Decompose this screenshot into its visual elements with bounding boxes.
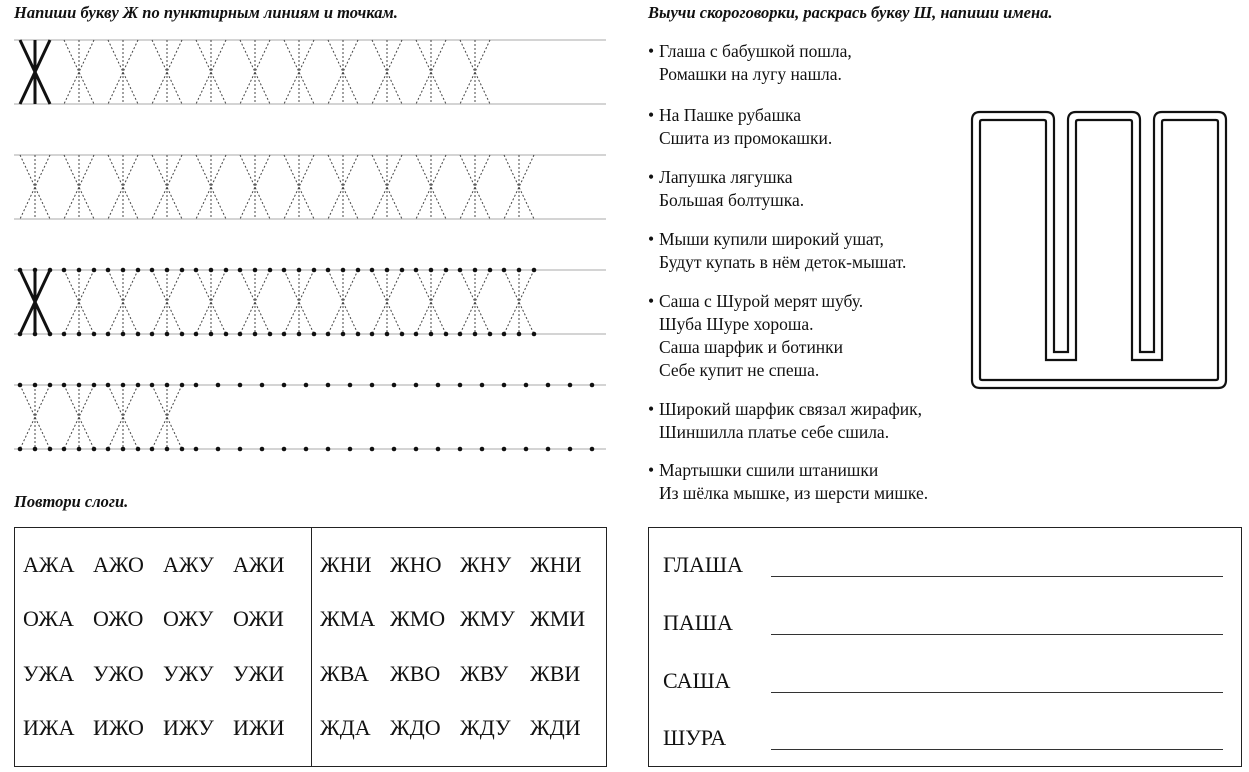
trace-dot	[150, 332, 155, 337]
trace-dot	[62, 383, 67, 388]
trace-dot	[444, 268, 449, 273]
trace-dot	[92, 332, 97, 337]
trace-dot	[62, 447, 67, 452]
syllable: АЖУ	[163, 552, 214, 577]
trace-dot	[488, 268, 493, 273]
trace-dot	[326, 383, 331, 388]
letter-zh-trace	[460, 155, 490, 219]
name-writing-line[interactable]	[771, 634, 1223, 635]
trace-dot	[77, 332, 82, 337]
trace-dot	[253, 268, 258, 273]
tongue-twister	[648, 290, 978, 382]
trace-dot	[356, 268, 361, 273]
trace-dot	[326, 447, 331, 452]
trace-dot	[136, 332, 141, 337]
names-box	[648, 527, 1242, 767]
trace-dot	[136, 383, 141, 388]
trace-dot	[517, 332, 522, 337]
syllable: ЖМУ	[460, 606, 515, 631]
trace-dot	[92, 383, 97, 388]
trace-dot	[370, 447, 375, 452]
syllable: ЖНИ	[320, 552, 372, 577]
trace-dot	[348, 447, 353, 452]
tongue-twister	[648, 398, 978, 444]
trace-dot	[488, 332, 493, 337]
tongue-twister	[648, 40, 978, 86]
trace-dot	[370, 383, 375, 388]
trace-dot	[480, 447, 485, 452]
tongue-twister	[648, 459, 978, 505]
trace-dot	[502, 332, 507, 337]
letter-zh-trace	[64, 40, 94, 104]
trace-dot	[392, 447, 397, 452]
syllable: УЖО	[93, 661, 144, 686]
letter-zh-trace	[20, 155, 50, 219]
syllable: ЖМИ	[530, 606, 586, 631]
trace-dot	[216, 447, 221, 452]
syllable: АЖО	[93, 552, 144, 577]
trace-dot	[165, 447, 170, 452]
trace-dot	[590, 383, 595, 388]
trace-dot	[180, 268, 185, 273]
trace-dot	[568, 447, 573, 452]
trace-dot	[260, 383, 265, 388]
trace-dot	[414, 268, 419, 273]
syllable: ОЖО	[93, 606, 144, 631]
letter-zh-trace	[108, 40, 138, 104]
letter-sh-outer-outline	[972, 112, 1226, 388]
trace-dot	[253, 332, 258, 337]
trace-dot	[400, 332, 405, 337]
trace-dot	[77, 383, 82, 388]
trace-dot	[194, 447, 199, 452]
trace-dot	[180, 383, 185, 388]
trace-dot	[150, 447, 155, 452]
trace-dot	[260, 447, 265, 452]
trace-dot	[48, 447, 53, 452]
trace-dot	[517, 268, 522, 273]
trace-dot	[77, 268, 82, 273]
letter-zh-trace	[284, 155, 314, 219]
trace-dot	[312, 332, 317, 337]
trace-dot	[150, 268, 155, 273]
syllable: УЖУ	[163, 661, 214, 686]
letter-zh-trace	[152, 155, 182, 219]
letter-sh-outline	[970, 110, 1230, 392]
tongue-twister-line: • Мыши купили широкий ушат,	[648, 229, 884, 249]
trace-dot	[121, 447, 126, 452]
syllable: ИЖО	[93, 715, 144, 740]
bullet-icon: •	[648, 291, 655, 311]
tongue-twister-line: • На Пашке рубашка	[648, 105, 802, 125]
letter-zh-trace	[328, 155, 358, 219]
tongue-twisters-heading: Выучи скороговорки, раскрась букву Ш, напиши имена.	[648, 3, 1053, 22]
letter-zh-trace	[196, 155, 226, 219]
letter-zh-trace	[370, 268, 405, 337]
syllable: УЖА	[23, 661, 75, 686]
syllables-divider	[311, 528, 312, 766]
bullet-icon: •	[648, 105, 655, 125]
syllable: ЖВИ	[530, 661, 581, 686]
trace-dot	[268, 332, 273, 337]
letter-zh-trace	[240, 155, 270, 219]
letter-zh-trace	[18, 383, 53, 452]
trace-dot	[532, 332, 537, 337]
syllable: ЖВУ	[460, 661, 509, 686]
trace-dot	[392, 383, 397, 388]
trace-dot	[282, 383, 287, 388]
trace-dot	[92, 268, 97, 273]
syllable: УЖИ	[233, 661, 285, 686]
trace-dot	[370, 268, 375, 273]
trace-dot	[282, 332, 287, 337]
tongue-twister-line: Шуба Шуре хороша.	[659, 314, 814, 334]
bullet-icon: •	[648, 229, 655, 249]
name-label: ПАША	[663, 610, 733, 635]
tongue-twister-line: Себе купит не спеша.	[659, 360, 820, 380]
syllable: ЖМО	[390, 606, 446, 631]
tongue-twister-line: Шиншилла платье себе сшила.	[659, 422, 890, 442]
letter-zh-trace	[502, 268, 537, 337]
letter-zh-trace	[64, 155, 94, 219]
name-writing-line[interactable]	[771, 576, 1223, 577]
trace-dot	[414, 383, 419, 388]
letter-practice-area	[0, 0, 620, 470]
trace-dot	[590, 447, 595, 452]
syllable: ЖНО	[390, 552, 442, 577]
trace-dot	[356, 332, 361, 337]
syllable: ЖМА	[320, 606, 376, 631]
trace-dot	[568, 383, 573, 388]
trace-dot	[106, 268, 111, 273]
trace-dot	[370, 332, 375, 337]
trace-dot	[121, 332, 126, 337]
syllable: ЖДО	[390, 715, 441, 740]
syllable: АЖА	[23, 552, 75, 577]
trace-dot	[458, 268, 463, 273]
tongue-twister-line: Большая болтушка.	[659, 190, 805, 210]
trace-dot	[33, 447, 38, 452]
trace-dot	[348, 383, 353, 388]
trace-dot	[216, 383, 221, 388]
letter-zh-trace	[196, 40, 226, 104]
trace-dot	[224, 268, 229, 273]
trace-dot	[385, 332, 390, 337]
trace-dot	[502, 447, 507, 452]
letter-zh-trace	[240, 40, 270, 104]
letter-zh-trace	[62, 268, 97, 337]
name-writing-line[interactable]	[771, 692, 1223, 693]
tongue-twister-line: Сшита из промокашки.	[659, 128, 833, 148]
tongue-twister	[648, 166, 978, 212]
trace-dot	[136, 268, 141, 273]
letter-zh-trace	[106, 268, 141, 337]
bullet-icon: •	[648, 460, 655, 480]
letter-zh-trace	[414, 268, 449, 337]
trace-dot	[414, 332, 419, 337]
trace-dot	[341, 268, 346, 273]
tongue-twister	[648, 228, 978, 274]
letter-zh-trace	[238, 268, 273, 337]
trace-dot	[502, 383, 507, 388]
trace-dot	[18, 268, 23, 273]
letter-zh-trace	[458, 268, 493, 337]
name-label: САША	[663, 668, 731, 693]
trace-dot	[194, 383, 199, 388]
syllable: ЖДУ	[460, 715, 511, 740]
tongue-twister-line: Ромашки на лугу нашла.	[659, 64, 842, 84]
trace-dot	[18, 447, 23, 452]
trace-dot	[18, 383, 23, 388]
letter-zh-trace	[194, 268, 229, 337]
trace-dot	[385, 268, 390, 273]
trace-dot	[546, 447, 551, 452]
trace-dot	[546, 383, 551, 388]
letter-zh-trace	[106, 383, 141, 452]
trace-dot	[473, 268, 478, 273]
trace-dot	[165, 268, 170, 273]
trace-dot	[92, 447, 97, 452]
letter-zh-trace	[284, 40, 314, 104]
trace-dot	[238, 447, 243, 452]
syllables-table	[14, 527, 607, 767]
trace-dot	[326, 268, 331, 273]
tongue-twister-line: • Лапушка лягушка	[648, 167, 793, 187]
trace-dot	[436, 447, 441, 452]
trace-dot	[106, 332, 111, 337]
trace-dot	[238, 383, 243, 388]
tongue-twister-line: • Глаша с бабушкой пошла,	[648, 41, 852, 61]
letter-zh-trace	[416, 155, 446, 219]
practice-heading: Напиши букву Ж по пунктирным линиям и точкам.	[14, 3, 398, 22]
trace-dot	[341, 332, 346, 337]
tongue-twister	[648, 104, 978, 150]
trace-dot	[458, 332, 463, 337]
syllable: ЖВА	[320, 661, 369, 686]
trace-dot	[165, 332, 170, 337]
trace-dot	[33, 383, 38, 388]
letter-zh-trace	[150, 383, 185, 452]
trace-dot	[48, 383, 53, 388]
syllable: ИЖИ	[233, 715, 285, 740]
trace-dot	[106, 383, 111, 388]
letter-zh-trace	[326, 268, 361, 337]
trace-dot	[429, 268, 434, 273]
name-label: ГЛАША	[663, 552, 743, 577]
trace-dot	[150, 383, 155, 388]
syllable: АЖИ	[233, 552, 285, 577]
letter-zh-trace	[108, 155, 138, 219]
name-writing-line[interactable]	[771, 749, 1223, 750]
syllables-heading: Повтори слоги.	[14, 492, 129, 511]
trace-dot	[194, 332, 199, 337]
trace-dot	[282, 447, 287, 452]
letter-zh-trace	[416, 40, 446, 104]
letter-zh-trace	[328, 40, 358, 104]
trace-dot	[524, 383, 529, 388]
syllable: ИЖУ	[163, 715, 214, 740]
tongue-twister-line: • Широкий шарфик связал жирафик,	[648, 399, 923, 419]
trace-dot	[297, 268, 302, 273]
letter-zh-sample	[18, 268, 53, 337]
bullet-icon: •	[648, 399, 655, 419]
practice-row	[14, 40, 606, 104]
letter-zh-trace	[372, 40, 402, 104]
syllable: ИЖА	[23, 715, 75, 740]
practice-row	[14, 383, 606, 452]
trace-dot	[436, 383, 441, 388]
trace-dot	[414, 447, 419, 452]
practice-row	[14, 268, 606, 337]
trace-dot	[62, 332, 67, 337]
trace-dot	[121, 268, 126, 273]
letter-zh-trace	[150, 268, 185, 337]
trace-dot	[238, 332, 243, 337]
name-label: ШУРА	[663, 725, 727, 750]
syllable: ЖНИ	[530, 552, 582, 577]
trace-dot	[480, 383, 485, 388]
bullet-icon: •	[648, 41, 655, 61]
trace-dot	[77, 447, 82, 452]
trace-dot	[62, 268, 67, 273]
syllable: ОЖИ	[233, 606, 284, 631]
letter-zh-trace	[282, 268, 317, 337]
trace-dot	[136, 447, 141, 452]
trace-dot	[180, 447, 185, 452]
trace-dot	[304, 383, 309, 388]
trace-dot	[48, 268, 53, 273]
trace-dot	[18, 332, 23, 337]
trace-dot	[268, 268, 273, 273]
trace-dot	[326, 332, 331, 337]
trace-dot	[194, 268, 199, 273]
trace-dot	[33, 332, 38, 337]
trace-dot	[532, 268, 537, 273]
trace-dot	[48, 332, 53, 337]
trace-dot	[121, 383, 126, 388]
trace-dot	[429, 332, 434, 337]
letter-zh-trace	[372, 155, 402, 219]
tongue-twister-line: Будут купать в нём деток-мышат.	[659, 252, 907, 272]
tongue-twister-line: Из шёлка мышке, из шерсти мишке.	[659, 483, 929, 503]
syllable: ЖНУ	[460, 552, 512, 577]
tongue-twister-line: Саша шарфик и ботинки	[659, 337, 844, 357]
trace-dot	[106, 447, 111, 452]
trace-dot	[282, 268, 287, 273]
trace-dot	[33, 268, 38, 273]
letter-zh-sample	[20, 40, 50, 104]
trace-dot	[458, 447, 463, 452]
practice-row	[14, 155, 606, 219]
letter-zh-trace	[504, 155, 534, 219]
trace-dot	[524, 447, 529, 452]
syllable: ЖДА	[320, 715, 371, 740]
letter-zh-trace	[152, 40, 182, 104]
letter-sh-inner-outline	[980, 120, 1218, 380]
syllable: ОЖА	[23, 606, 74, 631]
letter-zh-trace	[460, 40, 490, 104]
trace-dot	[502, 268, 507, 273]
trace-dot	[224, 332, 229, 337]
syllable: ОЖУ	[163, 606, 214, 631]
trace-dot	[444, 332, 449, 337]
syllable: ЖВО	[390, 661, 441, 686]
trace-dot	[473, 332, 478, 337]
trace-dot	[304, 447, 309, 452]
syllable: ЖДИ	[530, 715, 581, 740]
trace-dot	[209, 332, 214, 337]
trace-dot	[297, 332, 302, 337]
tongue-twister-line: • Мартышки сшили штанишки	[648, 460, 879, 480]
trace-dot	[165, 383, 170, 388]
trace-dot	[238, 268, 243, 273]
tongue-twister-line: • Саша с Шурой мерят шубу.	[648, 291, 864, 311]
trace-dot	[209, 268, 214, 273]
trace-dot	[458, 383, 463, 388]
trace-dot	[400, 268, 405, 273]
trace-dot	[180, 332, 185, 337]
bullet-icon: •	[648, 167, 655, 187]
letter-zh-trace	[62, 383, 97, 452]
trace-dot	[312, 268, 317, 273]
